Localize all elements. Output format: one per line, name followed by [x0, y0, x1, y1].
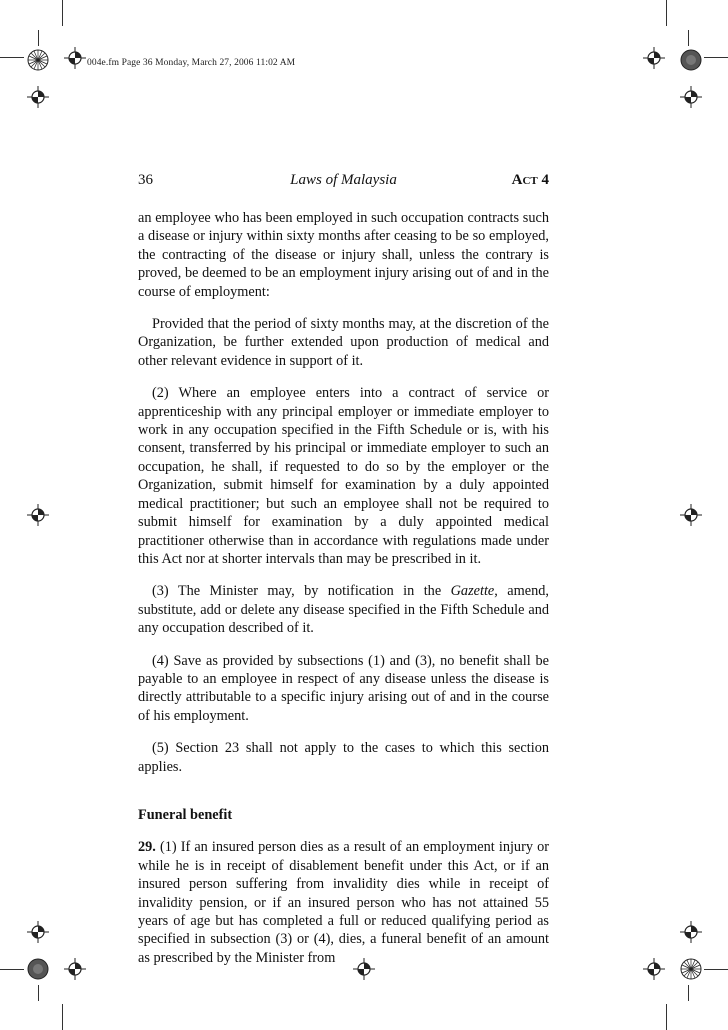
section-heading: Funeral benefit: [138, 806, 233, 823]
registration-target-icon: [64, 47, 86, 69]
registration-target-icon: [27, 86, 49, 108]
registration-target-icon: [27, 504, 49, 526]
paragraph-subsection-5: (5) Section 23 shall not apply to the cases to which this section applies.: [138, 740, 549, 775]
dark-registration-dot-icon: [680, 49, 702, 71]
print-slug: 004e.fm Page 36 Monday, March 27, 2006 11:02 AM: [87, 58, 296, 68]
running-head: [138, 172, 549, 192]
paragraph-subsection-4: (4) Save as provided by subsections (1) and (3), no benefit shall be payable to an employee in respect of any disease unless the disease is directly attributable to a specific injury arising out of and in the course of his employment.: [138, 652, 549, 724]
crop-line: [688, 30, 689, 46]
crop-line: [704, 57, 728, 58]
paragraph-proviso: Provided that the period of sixty months may, at the discretion of the Organization, be further extended upon production of medical and other relevant evidence in support of it.: [138, 316, 549, 369]
crop-line: [62, 1004, 63, 1030]
registration-target-icon: [680, 86, 702, 108]
paragraph-section-29: 29. (1) If an insured person dies as a result of an employment injury or while he is in receipt of disablement benefit under this Act, or if an insured person suffering from invalidity dies while in receipt of invalidity pension, or if an insured person who has not attained 55 years of age but has completed a full or reduced qualifying period as specified in subsection (3) or (4), dies, a funeral benefit of an amount as prescribed by the Minister from: [138, 839, 549, 966]
dark-registration-dot-icon: [27, 958, 49, 980]
starburst-registration-icon: [680, 958, 702, 980]
crop-line: [704, 969, 728, 970]
page-number: 36: [138, 172, 153, 188]
registration-target-icon: [64, 958, 86, 980]
crop-line: [666, 0, 667, 26]
registration-target-icon: [680, 504, 702, 526]
crop-line: [38, 985, 39, 1001]
crop-line: [0, 57, 24, 58]
registration-target-icon: [680, 921, 702, 943]
crop-line: [688, 985, 689, 1001]
crop-line: [0, 969, 24, 970]
paragraph-subsection-3: (3) The Minister may, by notification in the Gazette, amend, substitute, add or delete any disease specified in the Fifth Schedule and any occupation described of it.: [138, 583, 549, 637]
paragraph-continuation: an employee who has been employed in such occupation contracts such a disease or injury within sixty months after ceasing to be so employed, the contracting of the disease or injury shall, unless the contrary is proved, be deemed to be an employment injury arising out of and in the course of employment:: [138, 210, 549, 300]
registration-target-icon: [643, 958, 665, 980]
act-label: ACT 4: [511, 172, 549, 188]
crop-line: [38, 30, 39, 46]
registration-target-icon: [27, 921, 49, 943]
crop-line: [666, 1004, 667, 1030]
registration-target-icon: [643, 47, 665, 69]
publication-title: Laws of Malaysia: [290, 172, 397, 188]
crop-line: [62, 0, 63, 26]
starburst-registration-icon: [27, 49, 49, 71]
paragraph-subsection-2: (2) Where an employee enters into a contract of service or apprenticeship with any principal employer or immediate employer to work in any occupation specified in the Fifth Schedule or is, with his consent, transferred by his principal or immediate employer to such an occupation, he shall, if requested to do so by the employer or the Organization, submit himself for examination by a duly appointed medical practitioner; but such an employee shall not be required to submit himself for examination by a duly appointed medical practitioner otherwise than in accordance with regulations made under this Act nor at shorter intervals than may be prescribed in it.: [138, 385, 549, 567]
body-text: [138, 209, 549, 967]
